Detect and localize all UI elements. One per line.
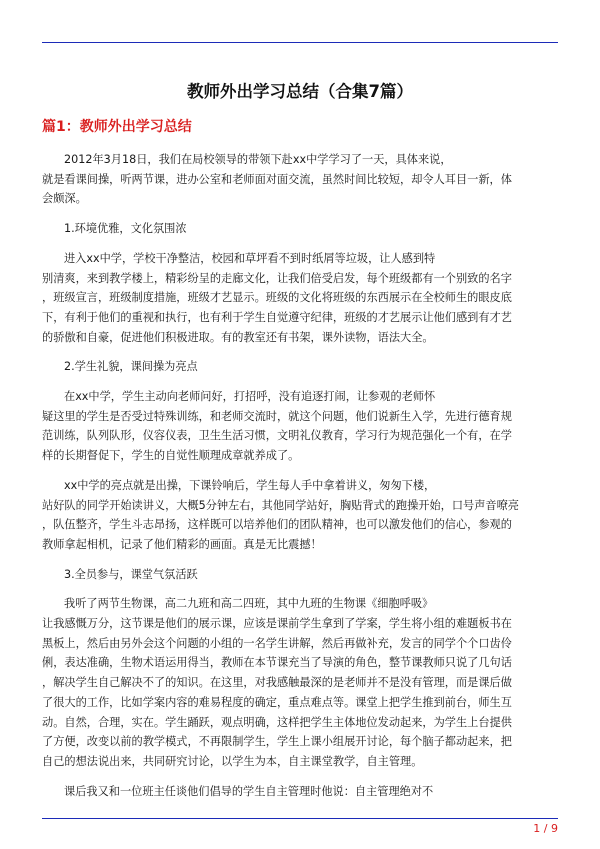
paragraph-line: 黑板上，然后由另外会这个问题的小组的一名学生讲解，然后再做补充，发言的同学个个口齿伶 — [42, 636, 512, 650]
paragraph — [42, 249, 558, 348]
header-rule — [42, 42, 558, 43]
paragraph-line: ，解决学生自己解决不了的知识。在这里，对我感触最深的是老师并不是没有管理，而是课后做 — [42, 676, 512, 690]
paragraph-line: 2012年3月18日，我们在局校领导的带领下赴xx中学学习了一天，具体来说， — [64, 153, 452, 166]
paragraph-line: 教师拿起相机，记录了他们精彩的画面。真是无比震撼！ — [42, 537, 322, 551]
paragraph-line: xx中学的亮点就是出操，下课铃响后，学生每人手中拿着讲义，匆匆下楼， — [64, 478, 436, 492]
paragraph — [42, 150, 558, 209]
subsection-heading: 2.学生礼貌，课间操为亮点 — [64, 360, 198, 374]
paragraph — [42, 594, 558, 771]
paragraph-line: 进入xx中学，学校干净整洁，校园和草坪看不到时纸屑等垃圾，让人感到特 — [64, 251, 436, 265]
paragraph-line: 别清爽，来到教学楼上，精彩纷呈的走廊文化，让我们倍受启发，每个班级都有一个别致的名字 — [42, 271, 512, 285]
paragraph-line: 站好队的同学开始读讲义，大概5分钟左右，其他同学站好，胸贴背式的跑操开始，口号声音嘹亮 — [42, 498, 519, 512]
paragraph — [42, 387, 558, 466]
paragraph-line: 俐，表达准确，生物术语运用得当，教师在本节课充当了导演的角色，整节课教师只说了几句话 — [42, 656, 512, 670]
page-indicator: 1 / 9 — [533, 822, 558, 835]
paragraph-line: 会颇深。 — [42, 192, 87, 206]
footer-rule — [42, 818, 558, 819]
paragraph-line: 自己的想法说出来，共同研究讨论，以学生为本，自主课堂教学，自主管理。 — [42, 754, 423, 768]
document-body — [42, 150, 558, 811]
document-title: 教师外出学习总结（合集7篇） — [187, 82, 413, 101]
subsection-heading: 3.全员参与，课堂气氛活跃 — [64, 567, 198, 581]
section-heading: 篇1：教师外出学习总结 — [42, 119, 192, 135]
paragraph-line: 样的长期督促下，学生的自觉性顺理成章就养成了。 — [42, 449, 300, 463]
paragraph-line: ，队伍整齐，学生斗志昂扬，这样既可以培养他们的团队精神，也可以激发他们的信心，参观的 — [42, 518, 512, 532]
paragraph — [42, 476, 558, 555]
paragraph-line: 我听了两节生物课，高二九班和高二四班，其中九班的生物课《细胞呼吸》 — [64, 597, 434, 611]
paragraph-line: ，班级宣言，班级制度措施，班级才艺显示。班级的文化将班级的东西展示在全校师生的眼皮底 — [42, 291, 512, 305]
paragraph-line: 下，有利于他们的重视和执行，也有利于学生自觉遵守纪律，班级的才艺展示让他们感到有才艺 — [42, 310, 512, 324]
paragraph — [42, 782, 558, 802]
paragraph-line: 让我感慨万分，这节课是他们的展示课，应该是课前学生拿到了学案，学生将小组的难题板书在 — [42, 617, 512, 631]
paragraph-line: 动。自然，合理，实在。学生踊跃，观点明确，这样把学生主体地位发动起来，为学生上台提供 — [42, 715, 512, 729]
paragraph-line: 的骄傲和自豪，促进他们积极进取。有的教室还有书架，课外读物，语法大全。 — [42, 330, 434, 344]
paragraph-line: 范训练，队列队形，仪容仪表，卫生生活习惯，文明礼仪教育，学习行为规范强化一个有，在学 — [42, 429, 512, 443]
paragraph-line: 了方便，改变以前的教学模式，不再限制学生，学生上课小组展开讨论，每个脑子都动起来，把 — [42, 735, 512, 749]
paragraph-line: 了很大的工作，比如学案内容的难易程度的确定，重点难点等。课堂上把学生推到前台，师生互 — [42, 695, 512, 709]
paragraph-line: 疑这里的学生是否受过特殊训练，和老师交流时，就这个问题，他们说新生入学，先进行德育规 — [42, 409, 512, 423]
subsection-heading: 1.环境优雅，文化氛围浓 — [64, 222, 187, 236]
paragraph-line: 就是看课间操，听两节课，进办公室和老师面对面交流，虽然时间比较短，却令人耳目一新，体 — [42, 172, 512, 186]
paragraph-line: 课后我又和一位班主任谈他们倡导的学生自主管理时他说：自主管理绝对不 — [64, 784, 434, 798]
paragraph-line: 在xx中学，学生主动向老师问好，打招呼，没有追逐打闹，让参观的老师怀 — [64, 390, 436, 404]
